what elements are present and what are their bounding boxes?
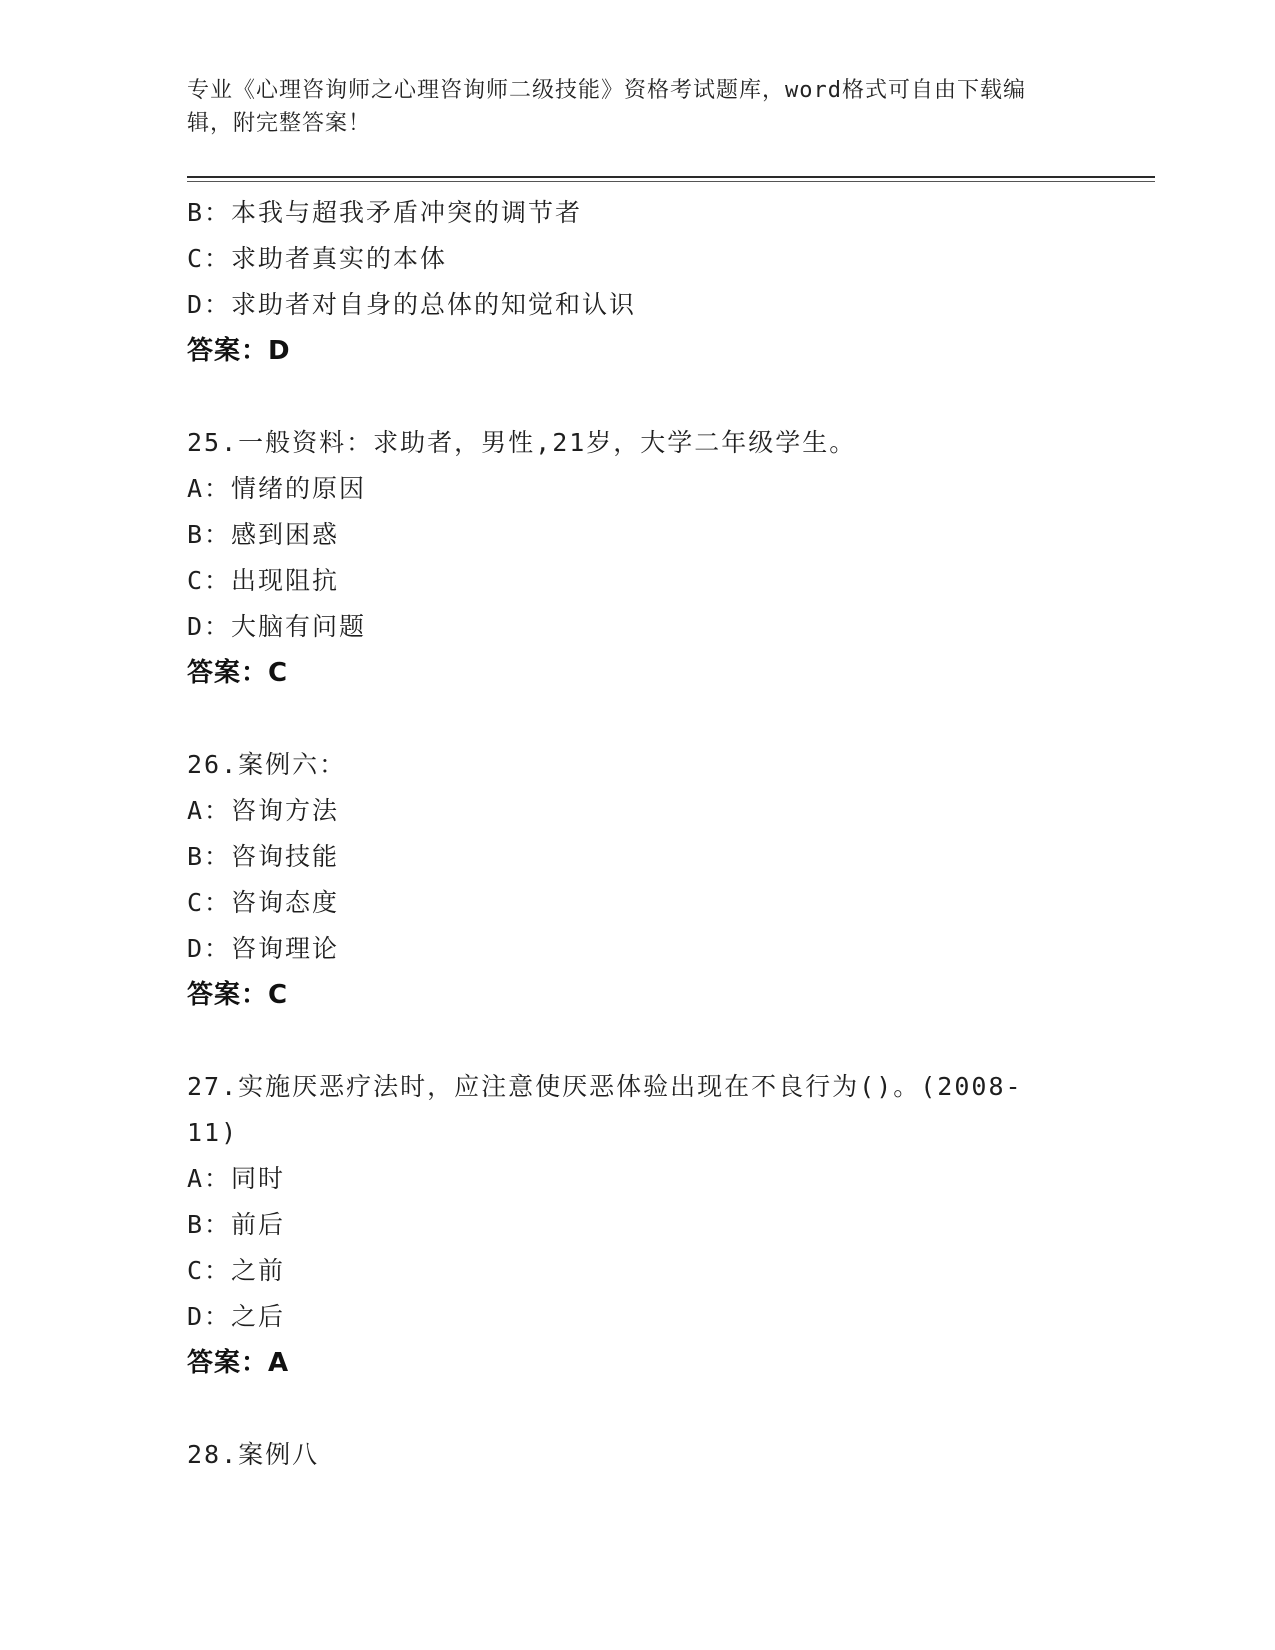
option-d: D：求助者对自身的总体的知觉和认识 <box>187 290 637 319</box>
question-block-26 <box>187 742 1087 1018</box>
question-block-prev <box>187 190 1087 374</box>
document-header: 专业《心理咨询师之心理咨询师二级技能》资格考试题库，word格式可自由下载编辑，附完整答案！ <box>187 78 1026 136</box>
option-b: B：感到困惑 <box>187 520 340 549</box>
question-stem: 26.案例六： <box>187 750 347 779</box>
option-b: B：前后 <box>187 1210 286 1239</box>
answer-line: 答案：D <box>187 336 291 366</box>
header-divider-thick <box>187 176 1155 178</box>
answer-line: 答案：C <box>187 658 289 688</box>
question-block-28 <box>187 1432 1087 1478</box>
option-d: D：咨询理论 <box>187 934 340 963</box>
answer-line: 答案：C <box>187 980 289 1010</box>
spacer <box>187 1018 1087 1064</box>
option-d: D：大脑有问题 <box>187 612 367 641</box>
question-list <box>187 190 1087 1478</box>
option-a: A：情绪的原因 <box>187 474 367 503</box>
answer-line: 答案：A <box>187 1348 290 1378</box>
header-divider-thin <box>187 181 1155 182</box>
question-stem: 28.案例八 <box>187 1440 320 1469</box>
option-d: D：之后 <box>187 1302 286 1331</box>
option-c: C：出现阻抗 <box>187 566 340 595</box>
question-block-25 <box>187 420 1087 696</box>
option-a: A：同时 <box>187 1164 286 1193</box>
option-b: B：本我与超我矛盾冲突的调节者 <box>187 198 583 227</box>
option-b: B：咨询技能 <box>187 842 340 871</box>
question-stem: 27.实施厌恶疗法时，应注意使厌恶体验出现在不良行为()。(2008-11) <box>187 1072 1023 1147</box>
option-c: C：之前 <box>187 1256 286 1285</box>
spacer <box>187 1386 1087 1432</box>
question-block-27 <box>187 1064 1087 1386</box>
spacer <box>187 696 1087 742</box>
option-c: C：求助者真实的本体 <box>187 244 448 273</box>
question-stem: 25.一般资料：求助者，男性,21岁，大学二年级学生。 <box>187 428 857 457</box>
option-a: A：咨询方法 <box>187 796 340 825</box>
option-c: C：咨询态度 <box>187 888 340 917</box>
spacer <box>187 374 1087 420</box>
